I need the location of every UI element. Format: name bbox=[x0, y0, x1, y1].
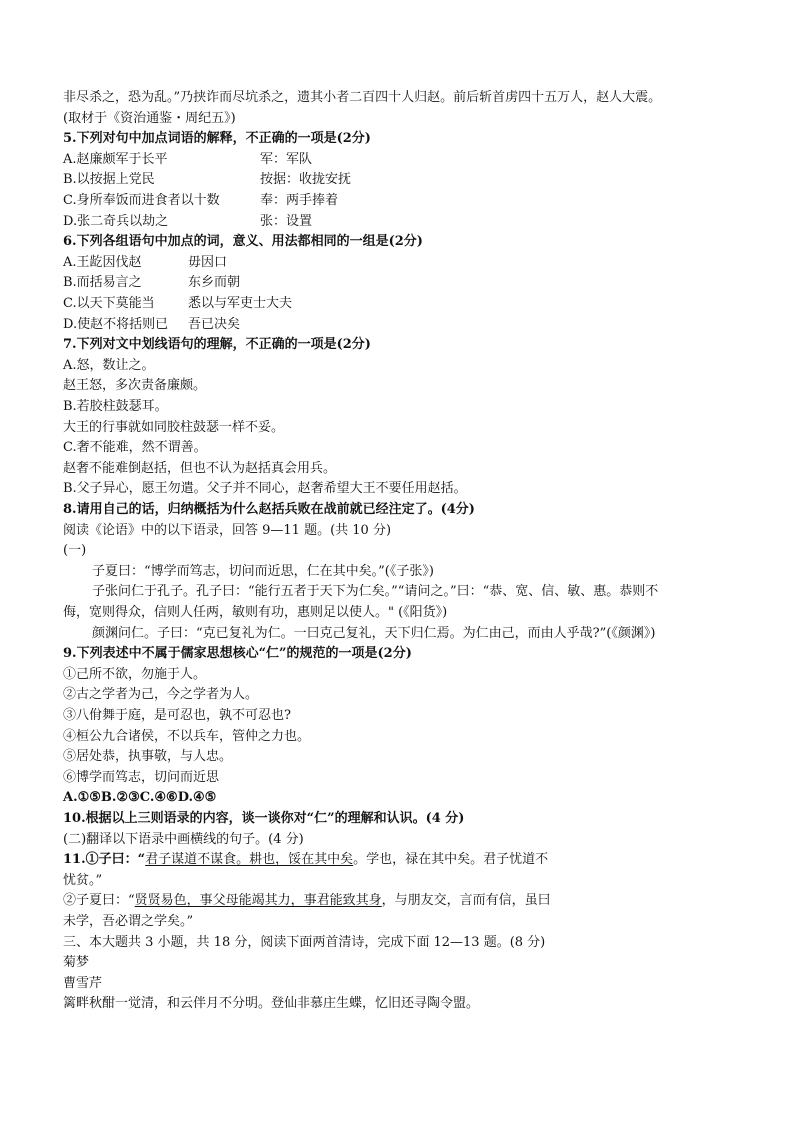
option-text: B.以按据上党民 bbox=[63, 172, 155, 188]
poem-title: 菊梦 bbox=[63, 955, 90, 971]
question-5-stem: 5.下列对句中加点词语的解释，不正确的一项是(2分) bbox=[63, 131, 371, 147]
q9-item: ⑤居处恭，执事敬，与人忠。 bbox=[63, 749, 233, 765]
option-right: 毋因口 bbox=[188, 254, 228, 270]
q9-answer-choices: A.①⑤B.②③C.④⑥D.④⑤ bbox=[63, 790, 217, 806]
q7-item: B.若胶柱鼓瑟耳。 bbox=[63, 399, 168, 414]
q11-b-suffix: ，与朋友交，言而有信，虽曰 bbox=[381, 893, 551, 909]
question-10-stem: 10.根据以上三则语录的内容，谈一谈你对“仁”的理解和认识。(4 分) bbox=[63, 811, 465, 826]
option-left: C.以天下莫能当 bbox=[63, 296, 155, 311]
q6-option-b bbox=[63, 273, 743, 294]
question-9-stem: 9.下列表述中不属于儒家思想核心“仁”的规范的一项是(2分) bbox=[63, 646, 412, 662]
q6-option-c bbox=[63, 294, 743, 315]
q9-item: ①己所不欲，勿施于人。 bbox=[63, 666, 207, 682]
q11-a-underlined: 君子谋道不谋食。耕也，馁在其中矣 bbox=[145, 852, 354, 868]
quote-paragraph-cont: 侮，宽则得众，信则人任两，敏则有功，惠则足以使人。" (《阳货》) bbox=[63, 605, 448, 620]
option-left: B.而括易言之 bbox=[63, 275, 142, 291]
option-left: D.使赵不将括则已 bbox=[63, 316, 169, 332]
option-right: 悉以与军吏士大夫 bbox=[188, 296, 293, 311]
question-6-stem: 6.下列各组语句中加点的词，意义、用法都相同的一组是(2分) bbox=[63, 234, 423, 250]
source-citation: (取材于《资治通鉴・周纪五》) bbox=[63, 110, 236, 126]
option-right: 东乡而朝 bbox=[188, 275, 241, 291]
q9-item: ④桓公九合诸侯，不以兵车，管仲之力也。 bbox=[63, 728, 311, 744]
q9-item: ⑥博学而笃志，切问而近思 bbox=[63, 769, 220, 785]
q6-option-d bbox=[63, 315, 743, 336]
q11-b-prefix: ②子夏曰：“ bbox=[63, 893, 135, 909]
q11-b-underlined: 贤贤易色，事父母能竭其力，事君能致其身 bbox=[134, 893, 382, 909]
q5-option-a bbox=[63, 150, 743, 171]
option-text: D.张二奇兵以劫之 bbox=[63, 213, 169, 229]
q9-item: ③八佾舞于庭，是可忍也，孰不可忍也? bbox=[63, 708, 291, 723]
section-heading: (一) bbox=[63, 543, 87, 559]
question-7-stem: 7.下列对文中划线语句的理解，不正确的一项是(2分) bbox=[63, 337, 371, 353]
option-gloss: 奉：两手捧着 bbox=[260, 193, 339, 208]
quote-paragraph: 颜渊问仁。子曰：“克已复礼为仁。一曰克己复礼，天下归仁焉。为仁由己，而由人乎哉?”(《颜渊》) bbox=[92, 625, 656, 641]
option-left: A.王龁因伐赵 bbox=[63, 254, 142, 270]
option-text: C.身所奉饭而进食者以十数 bbox=[63, 193, 220, 208]
quote-paragraph: 子张问仁于孔子。孔子曰：“能行五者于天下为仁矣。”“请问之。”曰：“恭、宽、信、敏、惠。恭则不 bbox=[92, 584, 659, 600]
part-2-title: (二)翻译以下语录中画横线的句子。(4 分) bbox=[63, 831, 304, 847]
question-8-stem: 8.请用自己的话，归纳概括为什么赵括兵败在战前就已经注定了。(4分) bbox=[63, 502, 475, 517]
question-11-b-cont: 未学，吾必谓之学矣。” bbox=[63, 914, 194, 929]
option-text: A.赵廉颇军于长平 bbox=[63, 151, 168, 167]
q5-option-b bbox=[63, 170, 743, 191]
q7-item: C.奢不能难，然不谓善。 bbox=[63, 440, 207, 456]
poem-verse: 篱畔秋酣一觉清，和云伴月不分明。登仙非慕庄生蝶，忆旧还寻陶令盟。 bbox=[63, 996, 480, 1012]
q5-option-c bbox=[63, 191, 743, 212]
question-11-a-cont: 忧贫。” bbox=[63, 872, 103, 888]
q11-a-suffix: 。学也，禄在其中矣。君子忧道不 bbox=[353, 852, 549, 868]
q7-item: 大王的行事就如同胶柱鼓瑟一样不妥。 bbox=[63, 419, 285, 435]
q11-a-prefix: 11.①子曰：“ bbox=[63, 852, 146, 868]
q9-item: ②古之学者为己，今之学者为人。 bbox=[63, 687, 259, 703]
quote-paragraph: 子夏曰：“博学而笃志，切问而近思，仁在其中矣。”(《子张》) bbox=[92, 563, 434, 579]
q6-option-a bbox=[63, 253, 743, 274]
q7-item: 赵王怒，多次责备廉颇。 bbox=[63, 378, 207, 394]
part-3-title: 三、本大题共 3 小题，共 18 分，阅读下面两首清诗，完成下面 12—13 题。(8 分) bbox=[63, 934, 546, 950]
option-gloss: 张：设置 bbox=[260, 213, 313, 229]
reading-intro: 阅读《论语》中的以下语录，回答 9—11 题。(共 10 分) bbox=[63, 522, 392, 538]
q7-item: B.父子异心，愿王勿遣。父子并不同心，赵奢希望大王不要任用赵括。 bbox=[63, 481, 467, 497]
option-gloss: 军：军队 bbox=[260, 151, 313, 167]
q7-item: 赵奢不能难倒赵括，但也不认为赵括真会用兵。 bbox=[63, 460, 337, 476]
question-11-b bbox=[63, 891, 743, 912]
option-gloss: 按据：收拢安抚 bbox=[260, 172, 352, 188]
poem-author: 曹雪芹 bbox=[63, 975, 103, 991]
option-right: 吾已决矣 bbox=[188, 316, 241, 332]
q7-item: A.怒，数让之。 bbox=[63, 357, 155, 373]
text-line: 非尽杀之，恐为乱。”乃挟诈而尽坑杀之，遗其小者二百四十人归赵。前后斩首虏四十五万人，赵人大震。 bbox=[63, 90, 662, 105]
question-11-a bbox=[63, 850, 743, 871]
q5-option-d bbox=[63, 212, 743, 233]
